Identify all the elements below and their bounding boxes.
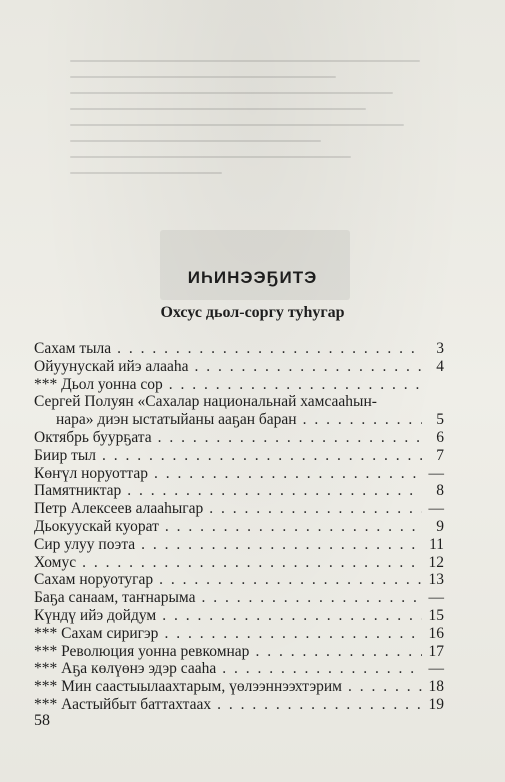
toc-leader-dots [163, 376, 422, 394]
toc-entry [34, 625, 444, 643]
toc-entry-title: Биир тыл [34, 446, 97, 464]
toc-leader-dots [76, 554, 422, 572]
toc-entry-page: 13 [428, 571, 444, 589]
toc-entry-title: Дьокуускай куорат [34, 517, 159, 535]
page-number: 58 [34, 712, 50, 729]
toc-entry [34, 500, 444, 518]
toc-entry-title: нара» диэн ыстатыйаны ааҕан баран [56, 411, 297, 429]
toc-entry-title: Баҕа санаам, таҥнарыма [34, 589, 196, 607]
toc-entry-title: Ойуунускай ийэ алааһа [34, 357, 189, 375]
toc-entry [34, 518, 444, 536]
toc-entry-page: 12 [428, 553, 444, 571]
toc-leader-dots [121, 482, 422, 500]
toc-entry [34, 465, 444, 483]
toc-entry-page: 4 [436, 357, 444, 375]
toc-entry-page: 16 [428, 624, 444, 642]
toc-leader-dots [216, 660, 422, 678]
toc-leader-dots [196, 589, 422, 607]
show-through-text [70, 60, 450, 220]
toc-entry-title: Памятниктар [34, 482, 122, 500]
toc-leader-dots [96, 447, 422, 465]
toc-leader-dots [111, 340, 422, 358]
toc-entry [34, 393, 444, 411]
toc-entry-title: *** Мин саастыылаахтарым, үөлээннээхтэрим [34, 678, 342, 696]
toc-entry [34, 429, 444, 447]
toc-entry [34, 643, 444, 661]
toc-entry-page: — [428, 660, 444, 678]
toc-leader-dots [135, 536, 422, 554]
toc-entry [34, 554, 444, 572]
toc-leader-dots [159, 518, 422, 536]
toc-leader-dots [211, 696, 422, 714]
toc-leader-dots [153, 571, 422, 589]
toc-leader-dots [203, 500, 422, 518]
toc-entry-page: 11 [429, 535, 444, 553]
toc-entry [34, 571, 444, 589]
toc-leader-dots [189, 358, 422, 376]
toc-entry-title: Октябрь буурҕата [34, 428, 152, 446]
toc-entry-title: *** Аастыйбыт баттахтаах [34, 695, 212, 713]
toc-entry [34, 536, 444, 554]
toc-entry-title: Көҥүл норуоттар [34, 464, 148, 482]
toc-leader-dots [148, 465, 422, 483]
toc-entry [34, 358, 444, 376]
toc-entry [34, 660, 444, 678]
toc-entry [34, 340, 444, 358]
toc-entry-page: 3 [436, 340, 444, 357]
toc-entry-title: Күндү ийэ дойдум [34, 606, 157, 624]
toc-entry-page: — [428, 589, 444, 607]
toc-entry-page: 9 [436, 517, 444, 535]
toc-entry-title: *** Аҕа көлүөнэ эдэр сааһа [34, 660, 217, 678]
toc-entry [34, 376, 444, 394]
table-of-contents [34, 340, 444, 714]
toc-entry-title: Сир улуу поэта [34, 535, 136, 553]
toc-leader-dots [297, 411, 422, 429]
toc-entry-title: *** Сахам сиригэр [34, 624, 159, 642]
toc-entry-page: 6 [436, 428, 444, 446]
toc-leader-dots [249, 643, 422, 661]
toc-entry-page: — [428, 500, 444, 518]
toc-entry-page: — [428, 464, 444, 482]
toc-entry [34, 589, 444, 607]
toc-entry-title: Сахам норуотугар [34, 571, 154, 589]
toc-entry [34, 696, 444, 714]
toc-entry-title: *** Революция уонна ревкомнар [34, 642, 250, 660]
show-through-stamp [160, 230, 350, 300]
toc-entry [34, 607, 444, 625]
toc-entry-title: Петр Алексеев алааһыгар [34, 500, 204, 518]
toc-entry-title: Сахам тыла [34, 340, 112, 357]
toc-entry-page: 15 [428, 606, 444, 624]
toc-entry [34, 482, 444, 500]
toc-entry-continuation [34, 411, 444, 429]
toc-leader-dots [152, 429, 422, 447]
toc-entry-page: 17 [428, 642, 444, 660]
toc-entry-page: 19 [428, 695, 444, 713]
toc-entry-title: Сергей Полуян «Сахалар национальнай хамсааһын- [34, 393, 377, 411]
toc-entry-page: 18 [428, 678, 444, 696]
toc-entry [34, 447, 444, 465]
section-title: Охсус дьол-соргу туһугар [160, 304, 345, 321]
toc-entry-page: 7 [436, 446, 444, 464]
page-title: ИҺИНЭЭҔИТЭ [187, 268, 318, 287]
toc-entry-page: 5 [436, 411, 444, 429]
toc-entry-title: Хомус [34, 553, 77, 571]
toc-entry-title: *** Дьол уонна сор [34, 375, 163, 393]
toc-leader-dots [158, 625, 422, 643]
toc-entry [34, 678, 444, 696]
toc-entry-page: 8 [436, 482, 444, 500]
toc-leader-dots [342, 678, 422, 696]
toc-leader-dots [156, 607, 422, 625]
